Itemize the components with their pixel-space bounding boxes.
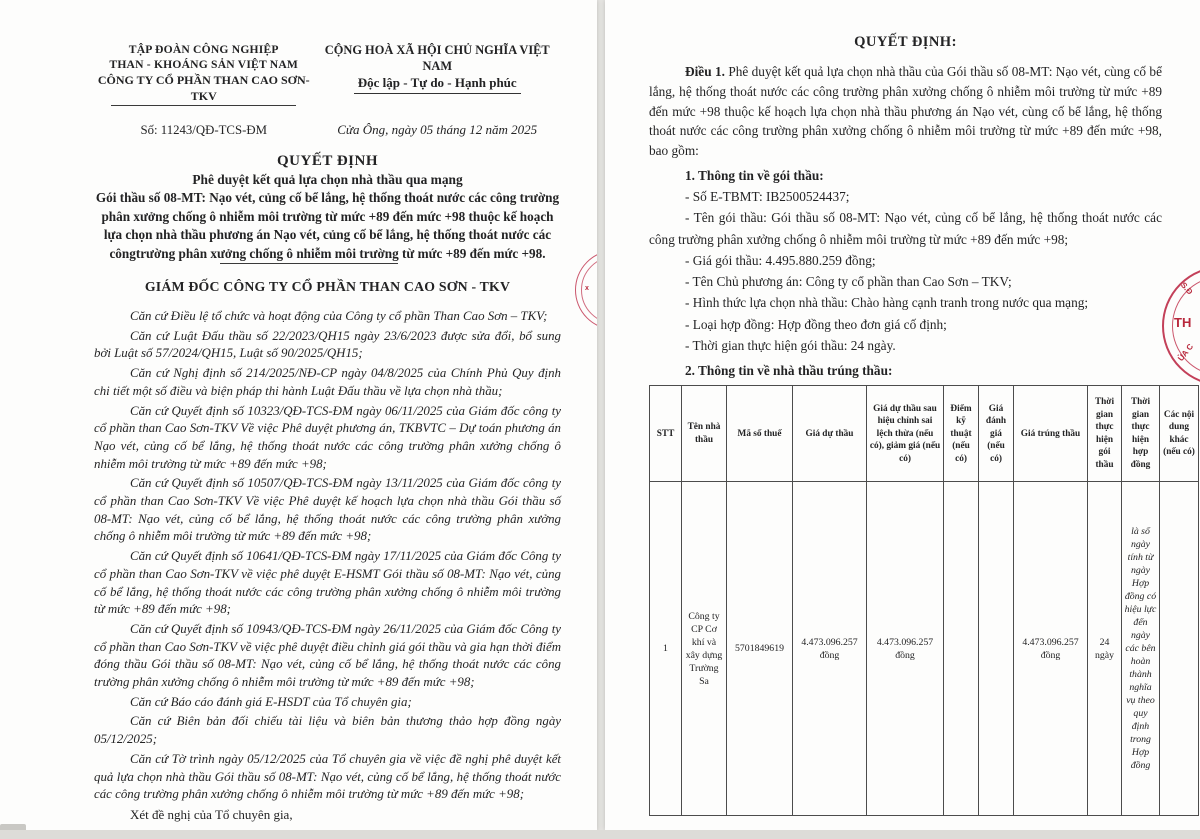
cell-tg-goi-thau: 24 ngày: [1088, 482, 1122, 816]
item-package-price: - Giá gói thầu: 4.495.880.259 đồng;: [685, 252, 876, 268]
decision-subtitle: Phê duyệt kết quả lựa chọn nhà thầu qua mạng: [192, 172, 463, 187]
col-tg-hop-dong: Thời gian thực hiện hợp đồng: [1122, 386, 1160, 482]
cell-tg-hop-dong: là số ngày tính từ ngày Hợp đồng có hiệu lực đến ngày các bên hoàn thành nghĩa vụ theo quy định trong Hợp đồng: [1122, 482, 1160, 816]
table-header-row: [650, 386, 1199, 482]
document-number: Số: 11243/QĐ-TCS-ĐM: [140, 123, 267, 137]
item-selection-form: - Hình thức lựa chọn nhà thầu: Chào hàng cạnh tranh trong nước qua mạng;: [685, 295, 1089, 311]
stamp-arc-text-bottom: ỦA C: [1176, 342, 1196, 363]
col-gia-danh-gia: Giá đánh giá (nếu có): [979, 386, 1014, 482]
col-tg-goi-thau: Thời gian thực hiện gói thầu: [1088, 386, 1122, 482]
org-group-line2: THAN - KHOÁNG SẢN VIỆT NAM: [109, 58, 299, 71]
org-underline: [111, 105, 296, 106]
letterhead: [94, 42, 561, 106]
recital-2: Căn cứ Luật Đấu thầu số 22/2023/QH15 ngày 23/6/2023 được sửa đổi, bổ sung bởi Luật số 57/2024/QH15, Luật số 90/2025/QH15;: [94, 328, 561, 361]
item-etbmt: - Số E-TBMT: IB2500524437;: [685, 188, 850, 204]
recital-8: Căn cứ Báo cáo đánh giá E-HSDT của Tổ chuyên gia;: [130, 694, 412, 709]
stamp-mark: x: [585, 285, 589, 292]
place-and-date: Cửa Ông, ngày 05 tháng 12 năm 2025: [337, 122, 538, 137]
recital-6: Căn cứ Quyết định số 10641/QĐ-TCS-ĐM ngày 17/11/2025 của Giám đốc Công ty cổ phần than Cao Sơn-TKV về việc phê duyệt E-HSMT Gói thầu số 08-MT: Nạo vét, củng cố bể lắng, hệ thống thoát nước các công trường phân xưởng chống ô nhiễm môi trường từ mức +89 đến mức +98;: [94, 549, 561, 617]
col-ten-nha-thau: Tên nhà thầu: [682, 386, 727, 482]
right-page-content: [605, 0, 1200, 816]
col-gia-du-thau: Giá dự thầu: [793, 386, 867, 482]
recital-5: Căn cứ Quyết định số 10507/QĐ-TCS-ĐM ngày 13/11/2025 của Giám đốc công ty cổ phần than Cao Sơn-TKV Về việc Phê duyệt kế hoạch lựa chọn nhà thầu Gói thầu số 08-MT: Nạo vét, củng cố bể lắng, hệ thống thoát nước các công trường phân xưởng chống ô nhiễm môi trường từ mức +89 đến mức +98;: [94, 476, 561, 544]
col-gia-sau-hieu-chinh: Giá dự thầu sau hiệu chỉnh sai lệch thừa (nếu có), giảm giá (nếu có): [867, 386, 944, 482]
package-title-text: Gói thầu số 08-MT: Nạo vét, củng cố bể lắng, hệ thống thoát nước các công trường phân xưởng chống ô nhiễm môi trường từ mức +89 đến mức +98 thuộc kế hoạch lựa chọn nhà thầu phương án Nạo vét, củng cố bể lắng, hệ thống thoát nước các côngtrường phân xưởng chống ô nhiễm môi trường từ mức +89 đến mức +98.: [95, 190, 560, 261]
org-company-name: CÔNG TY CỔ PHẦN THAN CAO SƠN-TKV: [97, 73, 310, 103]
col-ma-so-thue: Mã số thuế: [727, 386, 793, 482]
recitals-block: [94, 308, 561, 824]
col-noi-dung-khac: Các nội dung khác (nếu có): [1160, 386, 1199, 482]
cell-gia-sau-hieu-chinh: 4.473.096.257 đồng: [867, 482, 944, 816]
section-2-heading: 2. Thông tin về nhà thầu trúng thầu:: [685, 363, 893, 379]
decision-title: QUYẾT ĐỊNH: [277, 153, 378, 169]
decision-heading: QUYẾT ĐỊNH:: [854, 34, 957, 50]
recital-1: Căn cứ Điều lệ tổ chức và hoạt động của Công ty cổ phần Than Cao Sơn – TKV;: [130, 309, 548, 323]
item-duration: - Thời gian thực hiện gói thầu: 24 ngày.: [685, 338, 896, 354]
winning-bidder-table: [649, 385, 1199, 816]
document-page-left: [0, 0, 597, 831]
recital-7: Căn cứ Quyết định số 10943/QĐ-TCS-ĐM ngày 26/11/2025 của Giám đốc Công ty cổ phần than Cao Sơn-TKV về việc phê duyệt điều chỉnh giá gói thầu và gia hạn thời điểm đóng thầu Gói thầu số 08-MT: Nạo vét, củng cố bể lắng, hệ thống thoát nước các công trường phân xưởng chống ô nhiễm môi trường từ mức +89 đến mức +98;: [94, 621, 561, 690]
org-group-line: TẬP ĐOÀN CÔNG NGHIỆP: [128, 43, 279, 56]
recital-3: Căn cứ Nghị định số 214/2025/NĐ-CP ngày 04/8/2025 của Chính Phủ Quy định chi tiết một số điều và biện pháp thi hành Luật Đấu thầu về lựa chọn nhà thầu;: [94, 366, 561, 398]
scan-background-strip: [0, 830, 1200, 839]
document-meta-row: [94, 122, 561, 138]
article-1-text: Phê duyệt kết quả lựa chọn nhà thầu của Gói thầu số 08-MT: Nạo vét, cùng cố bể lắng, hệ thống thoát nước các công trường phân xưởng chống ô nhiễm môi trường từ mức +89 đến mức +98 thuộc kế hoạch lựa chọn nhà thầu phương án Nạo vét, cùng cố bể lắng, hệ thống thoát nước các công trường phân xưởng chống ô nhiễm môi trường từ mức +89 đến mức +98, bao gồm:: [649, 64, 1162, 159]
recital-10: Căn cứ Tờ trình ngày 05/12/2025 của Tổ chuyên gia về việc đề nghị phê duyệt kết quả lựa chọn nhà thầu Gói thầu số 08-MT: Nạo vét, củng cố bể lắng, hệ thống thoát nước các công trường phân xưởng chống ô nhiễm môi trường từ mức +89 đến mức +98;: [94, 751, 561, 802]
decision-title-block: [94, 153, 561, 263]
cell-noi-dung-khac: [1160, 482, 1199, 816]
national-header-block: [313, 42, 561, 106]
stamp-arc-text-top: S.Đ: [1178, 280, 1195, 297]
recital-9: Căn cứ Biên bản đối chiếu tài liệu và biên bản thương thảo hợp đồng ngày 05/12/2025;: [94, 714, 561, 747]
cell-diem-ky-thuat: [944, 482, 979, 816]
document-page-right: [605, 0, 1200, 830]
section-1-heading: 1. Thông tin về gói thầu:: [685, 167, 824, 183]
cell-gia-trung-thau: 4.473.096.257 đồng: [1014, 482, 1088, 816]
item-contract-type: - Loại hợp đồng: Hợp đồng theo đơn giá cố định;: [685, 316, 947, 332]
article-1-paragraph: [649, 62, 1162, 161]
closing-line: Xét đề nghị của Tổ chuyên gia,: [130, 806, 293, 822]
table-row: [650, 482, 1199, 816]
col-gia-trung-thau: Giá trúng thầu: [1014, 386, 1088, 482]
item-package-name: - Tên gói thầu: Gói thầu số 08-MT: Nạo vét, củng cố bể lắng, hệ thống thoát nước các công trường phân xưởng chống ô nhiễm môi trường từ mức +89 đến mức +98;: [649, 210, 1162, 247]
cell-gia-danh-gia: [979, 482, 1014, 816]
national-motto: Độc lập - Tự do - Hạnh phúc: [354, 75, 521, 94]
title-underline: [220, 263, 397, 264]
article-1-label: Điều 1.: [685, 64, 725, 79]
issuing-org-block: [94, 42, 313, 106]
item-owner-name: - Tên Chủ phương án: Công ty cổ phần than Cao Sơn – TKV;: [685, 274, 1012, 290]
col-stt: STT: [650, 386, 682, 482]
stamp-center-text: TH: [1174, 315, 1192, 330]
recital-4: Căn cứ Quyết định số 10323/QĐ-TCS-ĐM ngày 06/11/2025 của Giám đốc công ty cổ phần than Cao Sơn-TKV Về việc Phê duyệt phương án, TKBVTC – Dự toán phương án Nạo vét, củng cố bể lắng, hệ thống thoát nước các công trường phân xưởng chống ô nhiễm môi trường từ mức +89 đến mức +98;: [94, 403, 561, 471]
cell-ten-nha-thau: Công ty CP Cơ khí và xây dựng Trường Sa: [682, 482, 727, 816]
authority-line: GIÁM ĐỐC CÔNG TY CỔ PHẦN THAN CAO SƠN - TKV: [144, 279, 511, 294]
national-title: CỘNG HOÀ XÃ HỘI CHỦ NGHĨA VIỆT NAM: [324, 43, 550, 73]
cell-ma-so-thue: 5701849619: [727, 482, 793, 816]
cell-stt: 1: [650, 482, 682, 816]
package-title: [94, 189, 561, 263]
col-diem-ky-thuat: Điểm kỹ thuật (nếu có): [944, 386, 979, 482]
cell-gia-du-thau: 4.473.096.257 đồng: [793, 482, 867, 816]
left-page-content: [0, 0, 597, 824]
